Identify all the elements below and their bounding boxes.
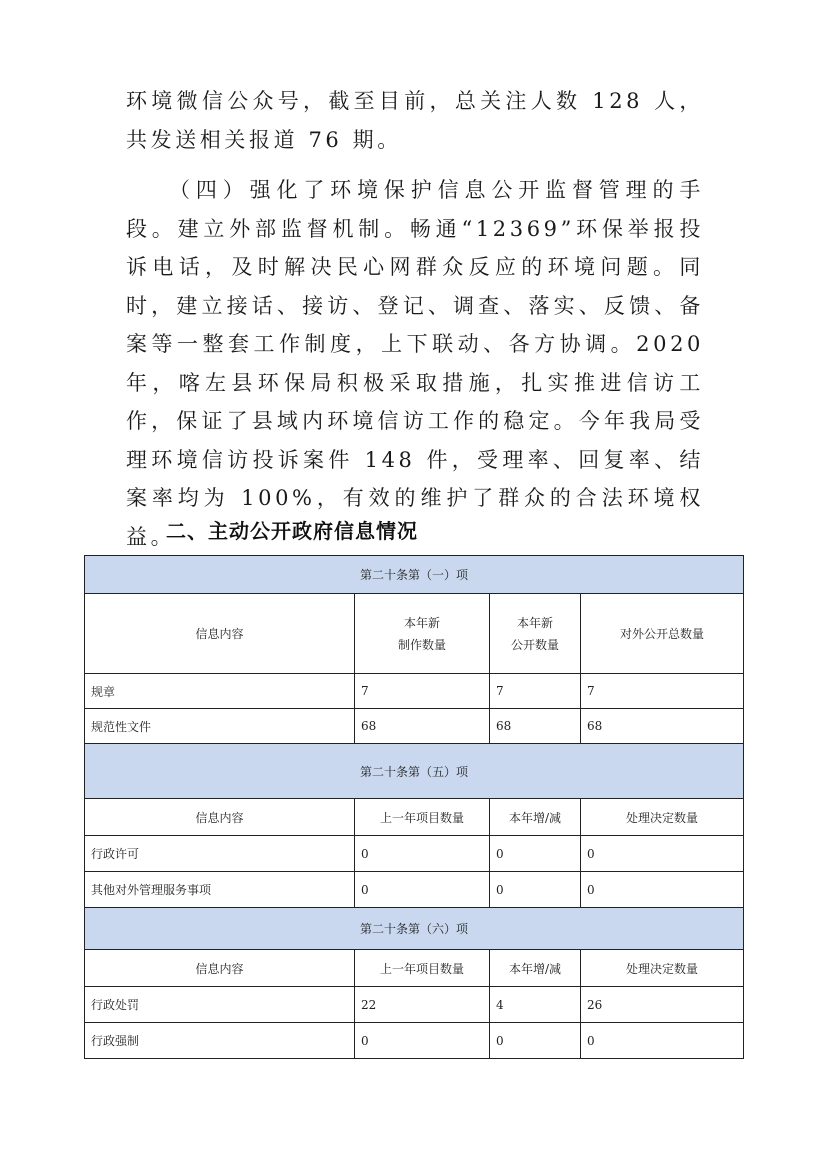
- row-value-a: 0: [355, 1023, 490, 1059]
- row-value-a: 7: [355, 674, 490, 709]
- row-value-b: 0: [490, 1023, 581, 1059]
- header-new-made-line1: 本年新: [403, 615, 440, 630]
- row-value-c: 7: [581, 674, 744, 709]
- header-total-public: 对外公开总数量: [581, 594, 744, 674]
- header-decision-count: 处理决定数量: [581, 950, 744, 987]
- table-row: [85, 709, 744, 744]
- header-new-made-line2: 制作数量: [397, 637, 446, 652]
- header-prev-year-count: 上一年项目数量: [355, 950, 490, 987]
- header-change: 本年增/减: [490, 950, 581, 987]
- table-header-row: [85, 799, 744, 836]
- table-row: [85, 836, 744, 872]
- table-band-row: [85, 744, 744, 799]
- disclosure-table: [84, 555, 744, 1059]
- row-value-b: 68: [490, 709, 581, 744]
- row-name: 行政许可: [85, 836, 355, 872]
- row-value-a: 22: [355, 987, 490, 1023]
- row-value-a: 0: [355, 836, 490, 872]
- row-value-c: 68: [581, 709, 744, 744]
- table-row: [85, 1023, 744, 1059]
- paragraph-wechat-stats: 环境微信公众号，截至目前，总关注人数 128 人，共发送相关报道 76 期。: [126, 89, 704, 152]
- row-value-b: 0: [490, 872, 581, 908]
- table-band-row: [85, 908, 744, 950]
- table-header-row: [85, 594, 744, 674]
- band-title-article-20-6: 第二十条第（六）项: [85, 908, 744, 950]
- table-header-row: [85, 950, 744, 987]
- paragraph-supervision: （四）强化了环境保护信息公开监督管理的手段。建立外部监督机制。畅通“12369”环保举报投诉电话，及时解决民心网群众反应的环境问题。同时，建立接话、接访、登记、调查、落实、反馈、备案等一整套工作制度，上下联动、各方协调。2020 年，喀左县环保局积极采取措施，扎实推进信访工作，保证了县域内环境信访工作的稳定。今年我局受理环境信访投诉案件 148 件，受理率、回复率、结案率均为 100%，有效的维护了群众的合法环境权益。: [126, 178, 704, 549]
- row-value-b: 7: [490, 674, 581, 709]
- row-value-c: 0: [581, 836, 744, 872]
- header-new-public: [490, 594, 581, 674]
- header-info-content: 信息内容: [85, 950, 355, 987]
- header-new-made: [355, 594, 490, 674]
- header-change: 本年增/减: [490, 799, 581, 836]
- table-row: [85, 987, 744, 1023]
- row-name: 行政处罚: [85, 987, 355, 1023]
- header-new-public-line1: 本年新: [516, 615, 553, 630]
- header-new-public-line2: 公开数量: [510, 637, 559, 652]
- row-name: 其他对外管理服务事项: [85, 872, 355, 908]
- row-value-a: 0: [355, 872, 490, 908]
- row-value-c: 0: [581, 1023, 744, 1059]
- row-value-c: 26: [581, 987, 744, 1023]
- row-name: 规章: [85, 674, 355, 709]
- header-decision-count: 处理决定数量: [581, 799, 744, 836]
- table-band-row: [85, 556, 744, 594]
- row-value-b: 4: [490, 987, 581, 1023]
- table-row: [85, 674, 744, 709]
- header-info-content: 信息内容: [85, 594, 355, 674]
- row-value-c: 0: [581, 872, 744, 908]
- section-title: 二、主动公开政府信息情况: [166, 519, 418, 543]
- header-info-content: 信息内容: [85, 799, 355, 836]
- row-name: 行政强制: [85, 1023, 355, 1059]
- table-row: [85, 872, 744, 908]
- row-value-b: 0: [490, 836, 581, 872]
- row-value-a: 68: [355, 709, 490, 744]
- row-name: 规范性文件: [85, 709, 355, 744]
- band-title-article-20-1: 第二十条第（一）项: [85, 556, 744, 594]
- band-title-article-20-5: 第二十条第（五）项: [85, 744, 744, 799]
- header-prev-year-count: 上一年项目数量: [355, 799, 490, 836]
